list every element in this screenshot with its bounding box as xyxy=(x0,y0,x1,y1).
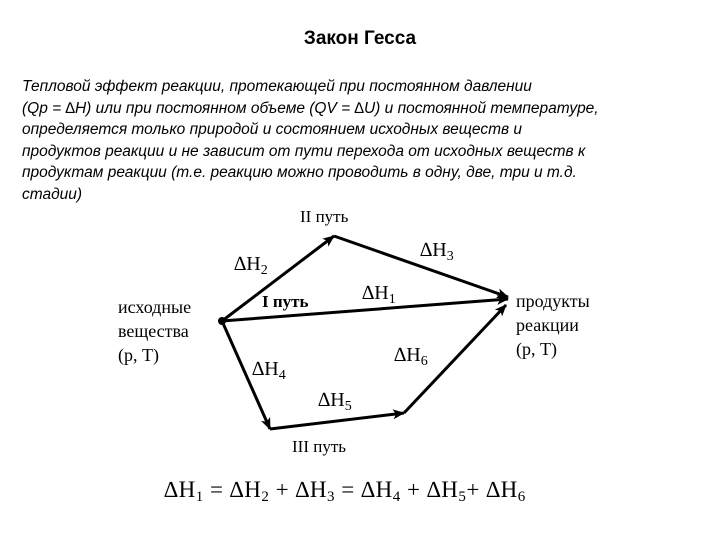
path1-label: I путь xyxy=(262,292,309,311)
products-label: продукты реакции (р, Т) xyxy=(516,291,590,359)
paragraph-line: определяется только природой и состоянием исходных веществ и xyxy=(22,121,523,138)
hess-equation: ∆H1 = ∆H2 + ∆H3 = ∆H4 + ∆H5+ ∆H6 xyxy=(164,477,526,505)
page-title: Закон Гесса xyxy=(303,28,417,49)
paragraph-line: Тепловой эффект реакции, протекающей при постоянном давлении xyxy=(22,78,532,95)
paragraph-line: стадии) xyxy=(22,185,83,203)
delta-h1-label: $\Delta H_1$ xyxy=(362,282,396,307)
reactants-label: исходные вещества (р, Т) xyxy=(118,297,192,365)
arrow-path3-step2 xyxy=(270,413,404,429)
path3-label: III путь xyxy=(292,437,347,456)
delta-h6-label: $\Delta H_6$ xyxy=(394,344,428,369)
paragraph-line: продуктов реакции и не зависит от пути перехода от исходных веществ к xyxy=(22,142,586,160)
path2-label: II путь xyxy=(300,207,349,226)
paragraph-line: (Qp = ∆H) или при постоянном объеме (QV = ∆U) и постоянной температуре, xyxy=(22,99,599,117)
paragraph-line: продуктам реакции (т.е. реакцию можно проводить в одну, две, три и т.д. xyxy=(22,164,577,181)
delta-h5-label: $\Delta H_5$ xyxy=(318,389,352,414)
delta-h2-label: $\Delta H_2$ xyxy=(234,253,268,278)
reactants-node xyxy=(218,317,226,325)
delta-h4-label: $\Delta H_4$ xyxy=(252,358,286,383)
delta-h3-label: $\Delta H_3$ xyxy=(420,239,454,264)
